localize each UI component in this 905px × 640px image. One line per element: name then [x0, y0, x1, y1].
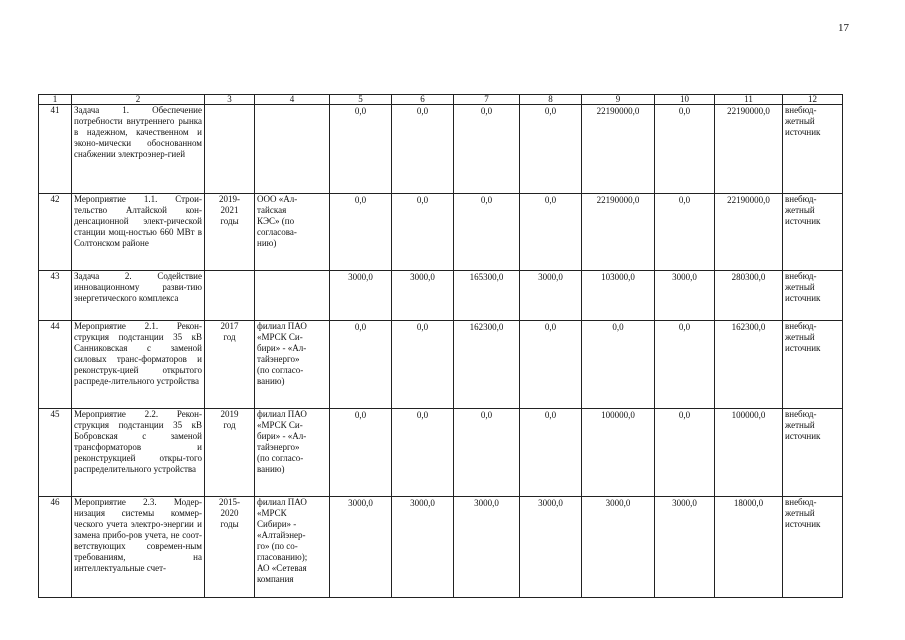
row-value-9: 22190000,0 [582, 194, 655, 271]
col-header-6: 6 [392, 95, 454, 105]
row-value-5: 3000,0 [330, 497, 392, 598]
row-executor: филиал ПАО «МРСК Сибири» - «Алтайэнер- го» (по со- гласованию); АО «Сетевая компания [255, 497, 330, 598]
row-value-8: 3000,0 [520, 271, 582, 321]
row-source: внебюд- жетный источник [783, 194, 843, 271]
row-value-5: 0,0 [330, 409, 392, 497]
row-value-6: 0,0 [392, 194, 454, 271]
row-number: 41 [39, 105, 72, 194]
row-source: внебюд- жетный источник [783, 497, 843, 598]
row-executor [255, 271, 330, 321]
row-years: 2015- 2020 годы [205, 497, 255, 598]
col-header-7: 7 [454, 95, 520, 105]
row-value-8: 0,0 [520, 105, 582, 194]
row-number: 46 [39, 497, 72, 598]
row-value-11: 162300,0 [715, 321, 783, 409]
row-value-6: 0,0 [392, 105, 454, 194]
col-header-3: 3 [205, 95, 255, 105]
row-executor: филиал ПАО «МРСК Си- бири» - «Ал- тайэнерго» (по согласо- ванию) [255, 409, 330, 497]
col-header-11: 11 [715, 95, 783, 105]
row-years [205, 105, 255, 194]
row-years: 2019- 2021 годы [205, 194, 255, 271]
row-value-9: 0,0 [582, 321, 655, 409]
row-value-10: 0,0 [655, 321, 715, 409]
header-row [39, 95, 843, 105]
row-value-9: 3000,0 [582, 497, 655, 598]
program-table [38, 94, 843, 598]
table-row [39, 409, 843, 497]
row-number: 43 [39, 271, 72, 321]
row-value-10: 0,0 [655, 409, 715, 497]
row-value-7: 162300,0 [454, 321, 520, 409]
row-value-7: 0,0 [454, 409, 520, 497]
row-name: Мероприятие 1.1. Строи-тельство Алтайской кон-денсационной элект-рической станции мощ-ностью 660 МВт в Солтонском районе [72, 194, 205, 271]
row-value-6: 3000,0 [392, 497, 454, 598]
row-value-5: 0,0 [330, 321, 392, 409]
col-header-10: 10 [655, 95, 715, 105]
col-header-5: 5 [330, 95, 392, 105]
row-number: 42 [39, 194, 72, 271]
row-years: 2019 год [205, 409, 255, 497]
row-value-11: 18000,0 [715, 497, 783, 598]
row-value-10: 0,0 [655, 194, 715, 271]
row-executor: ООО «Ал- тайская КЭС» (по согласова- нию) [255, 194, 330, 271]
row-value-9: 103000,0 [582, 271, 655, 321]
table-row [39, 497, 843, 598]
row-value-8: 3000,0 [520, 497, 582, 598]
row-value-11: 280300,0 [715, 271, 783, 321]
row-name: Задача 1. Обеспечение потребности внутреннего рынка в надежном, качественном и эконо-мически обоснованном снабжении электроэнер-гией [72, 105, 205, 194]
table-row [39, 321, 843, 409]
row-source: внебюд- жетный источник [783, 321, 843, 409]
row-name: Мероприятие 2.2. Рекон-струкция подстанции 35 кВ Бобровская с заменой трансформаторов и реконструкцией откры-того распределительного устройства [72, 409, 205, 497]
table-row [39, 194, 843, 271]
row-value-6: 0,0 [392, 321, 454, 409]
row-value-11: 22190000,0 [715, 194, 783, 271]
row-value-9: 22190000,0 [582, 105, 655, 194]
row-source: внебюд- жетный источник [783, 409, 843, 497]
row-value-7: 0,0 [454, 105, 520, 194]
col-header-8: 8 [520, 95, 582, 105]
row-value-8: 0,0 [520, 409, 582, 497]
col-header-1: 1 [39, 95, 72, 105]
col-header-9: 9 [582, 95, 655, 105]
row-name: Мероприятие 2.3. Модер-низация системы коммер-ческого учета электро-энергии и замена прибо-ров учета, не соот-ветствующих современ-ным требованиям, на интеллектуальные счет- [72, 497, 205, 598]
page-number: 17 [838, 22, 849, 34]
row-number: 45 [39, 409, 72, 497]
row-value-7: 0,0 [454, 194, 520, 271]
table-row [39, 271, 843, 321]
row-value-10: 3000,0 [655, 497, 715, 598]
row-value-5: 3000,0 [330, 271, 392, 321]
row-value-8: 0,0 [520, 321, 582, 409]
col-header-12: 12 [783, 95, 843, 105]
row-name: Задача 2. Содействие инновационному разви-тию энергетического комплекса [72, 271, 205, 321]
row-executor [255, 105, 330, 194]
row-value-10: 0,0 [655, 105, 715, 194]
row-years: 2017 год [205, 321, 255, 409]
row-value-6: 3000,0 [392, 271, 454, 321]
row-value-11: 22190000,0 [715, 105, 783, 194]
col-header-4: 4 [255, 95, 330, 105]
row-value-11: 100000,0 [715, 409, 783, 497]
row-number: 44 [39, 321, 72, 409]
table-row [39, 105, 843, 194]
row-years [205, 271, 255, 321]
row-name: Мероприятие 2.1. Рекон-струкция подстанции 35 кВ Санниковская с заменой силовых транс-форматоров и реконструк-цией открытого распреде-лительного устройства [72, 321, 205, 409]
row-value-9: 100000,0 [582, 409, 655, 497]
col-header-2: 2 [72, 95, 205, 105]
row-source: внебюд- жетный источник [783, 105, 843, 194]
row-value-8: 0,0 [520, 194, 582, 271]
row-executor: филиал ПАО «МРСК Си- бири» - «Ал- тайэнерго» (по согласо- ванию) [255, 321, 330, 409]
row-value-10: 3000,0 [655, 271, 715, 321]
row-value-7: 165300,0 [454, 271, 520, 321]
row-value-6: 0,0 [392, 409, 454, 497]
row-source: внебюд- жетный источник [783, 271, 843, 321]
row-value-5: 0,0 [330, 105, 392, 194]
row-value-5: 0,0 [330, 194, 392, 271]
row-value-7: 3000,0 [454, 497, 520, 598]
